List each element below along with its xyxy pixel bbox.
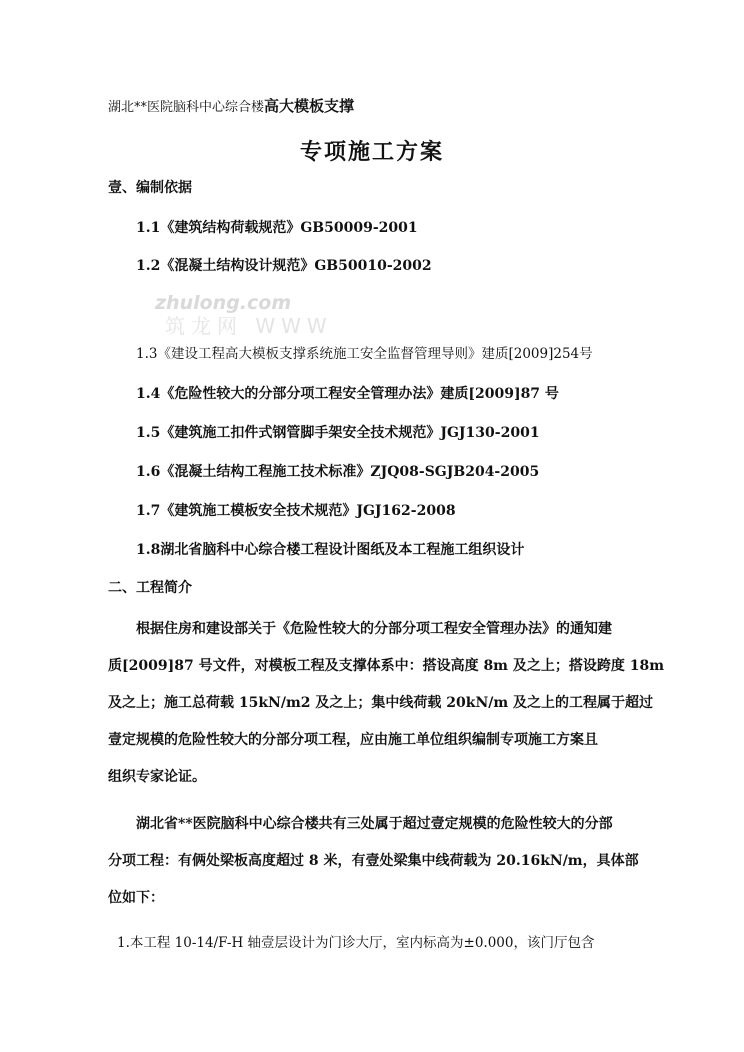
reference-item: 1.4《危险性较大的分部分项工程安全管理办法》建质[2009]87 号: [136, 386, 559, 402]
watermark-brand: zhulong.com: [155, 292, 292, 314]
paragraph-line: 壹定规模的危险性较大的分部分项工程，应由施工单位组织编制专项施工方案且: [108, 732, 598, 748]
section2-heading: 二、工程简介: [108, 580, 192, 596]
paragraph-line: 根据住房和建设部关于《危险性较大的分部分项工程安全管理办法》的通知建: [136, 621, 612, 637]
reference-item: 1.2《混凝土结构设计规范》GB50010-2002: [136, 258, 432, 274]
reference-item: 1.7《建筑施工模板安全技术规范》JGJ162-2008: [136, 503, 456, 519]
reference-item: 1.1《建筑结构荷载规范》GB50009-2001: [136, 220, 418, 236]
reference-item: 1.5《建筑施工扣件式钢管脚手架安全技术规范》JGJ130-2001: [136, 425, 540, 441]
paragraph-line: 组织专家论证。: [108, 769, 206, 785]
header-emphasis: 高大模板支撑: [264, 97, 355, 115]
document-title: 专项施工方案: [299, 139, 444, 165]
paragraph-line: 1.本工程 10-14/F-H 轴壹层设计为门诊大厅，室内标高为±0.000，该门厅包含: [117, 935, 595, 951]
paragraph-line: 位如下：: [108, 890, 164, 906]
paragraph-line: 湖北省**医院脑科中心综合楼共有三处属于超过壹定规模的危险性较大的分部: [136, 816, 613, 832]
reference-item: 1.8湖北省脑科中心综合楼工程设计图纸及本工程施工组织设计: [136, 542, 525, 558]
section1-heading: 壹、编制依据: [108, 180, 192, 196]
header-prefix: 湖北**医院脑科中心综合楼: [108, 100, 265, 115]
paragraph-line: 及之上；施工总荷载 15kN/m2 及之上；集中线荷载 20kN/m 及之上的工程属于超过: [108, 695, 654, 711]
watermark-sub: 筑龙网 WWW: [165, 314, 333, 338]
paragraph-line: 分项工程：有俩处梁板高度超过 8 米，有壹处梁集中线荷载为 20.16kN/m，具体部: [108, 853, 639, 869]
paragraph-line: 质[2009]87 号文件，对模板工程及支撑体系中：搭设高度 8m 及之上；搭设跨度 18m: [108, 658, 665, 674]
reference-item: 1.6《混凝土结构工程施工技术标准》ZJQ08-SGJB204-2005: [136, 464, 540, 480]
document-header: [108, 97, 354, 117]
reference-item: 1.3《建设工程高大模板支撑系统施工安全监督管理导则》建质[2009]254号: [136, 346, 593, 362]
